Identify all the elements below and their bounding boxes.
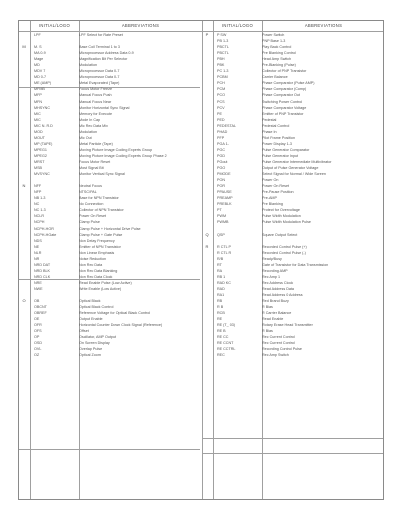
abbreviation: MDV 7 — [34, 69, 46, 74]
abbreviation-meaning: Gate of Transistor for Data Transmission — [262, 262, 329, 267]
abbreviation-meaning: LPF Select for Rate Preset — [79, 33, 123, 37]
abbreviation: PED — [217, 117, 225, 122]
abbreviation-meaning: Metal Evaporated (Tape) — [79, 81, 120, 86]
abbreviation: PWM — [217, 214, 227, 219]
abbreviation-meaning: R Bias — [262, 329, 273, 334]
abbreviation: PPAUSE — [217, 190, 232, 195]
abbreviation-meaning: Power Display 1-3 — [262, 141, 292, 146]
abbreviation-meaning: Power Switch — [262, 33, 285, 37]
abbreviation-meaning: Recording Control Pulse — [262, 347, 302, 352]
abbreviation: PGA 1- — [217, 141, 229, 146]
abbreviation: NRE — [34, 280, 42, 285]
abbreviation-meaning: Clamp Pulse + Gate Pulse — [79, 232, 123, 237]
abbreviation: PEDESTAL — [217, 123, 236, 128]
abbreviation: PC 1-3 — [217, 69, 229, 74]
abbreviation: NC 1-3 — [34, 208, 46, 213]
section-letter: R — [205, 243, 209, 249]
abbreviation-meaning: Phase Comparator Out — [262, 93, 300, 98]
section-letter: O — [22, 298, 26, 304]
abbreviation-meaning: Manual Focus Push — [79, 93, 112, 98]
abbreviation: OBCNT — [34, 305, 47, 310]
section-letter: M — [22, 44, 26, 50]
abbreviation: OFR — [34, 323, 42, 328]
abbreviation-meaning: Collector of NPN Transistor — [79, 208, 124, 213]
abbreviation-meaning: PNP Base 1-3 — [262, 39, 286, 44]
abbreviation-meaning: Pulse Width Modulation — [262, 214, 301, 219]
abbreviation-meaning: R Carrier Balance — [262, 311, 292, 316]
abbreviation: PCH — [217, 81, 225, 86]
abbreviation: OFS — [34, 329, 42, 334]
section-letter: P — [205, 32, 209, 37]
abbreviation-meaning: Play Back Control — [262, 45, 292, 50]
abbreviation: MA 0-9 — [34, 51, 46, 56]
abbreviation-meaning: Clamp Pulse — [79, 220, 100, 225]
abbreviation: NLR — [34, 250, 42, 255]
abbreviation-meaning: Read Enable Pulse (Low Active) — [79, 280, 132, 285]
abbreviation-meaning: Reference Voltage for Optical Black Control — [79, 311, 151, 316]
abbreviation: PBH — [217, 57, 225, 62]
abbreviation-meaning: Read Address 0 Address — [262, 293, 303, 298]
abbreviation-meaning: Microprocessor Address Data 0-9 — [79, 51, 134, 56]
section-divider-o — [19, 449, 200, 450]
abbreviation: OZ — [34, 353, 40, 358]
abbreviation-meaning: Rec Address Clock — [262, 280, 294, 285]
abbreviation: Mage — [34, 57, 44, 62]
abbreviation-meaning: Base Coil Terminal 1 to 3 — [79, 45, 120, 50]
abbreviation: PWMB — [217, 220, 229, 225]
abbreviation: MFN — [34, 99, 42, 104]
abbreviation: R CTL R — [217, 250, 232, 255]
abbreviation: NRD CLK — [34, 274, 51, 279]
abbreviation: R B — [217, 305, 224, 310]
abbreviation: OBREF — [34, 311, 47, 316]
abbreviation: OB — [34, 299, 40, 304]
abbreviation-meaning: Magnification Bit Per Selector — [79, 57, 128, 62]
abbreviation: PCV — [217, 105, 225, 110]
abbreviation-meaning: Modulation — [79, 63, 98, 68]
abbreviation-meaning: Mic Out — [79, 135, 92, 140]
abbreviation-meaning: Protect for Overvoltage — [262, 208, 300, 213]
abbreviations-table — [18, 20, 384, 500]
abbreviation-meaning: Phase Comparator Voltage — [262, 105, 307, 110]
abbreviation: PHAD — [217, 129, 228, 134]
abbreviation-meaning: Focus Motor Reset — [79, 159, 111, 164]
abbreviation-meaning: Horizontal Counter Down Clock Signal (Reference) — [79, 323, 163, 328]
right-column — [202, 32, 385, 359]
abbreviation: RB 1 — [217, 274, 226, 279]
abbreviation-meaning: Rotary Erase Head Transmitter — [262, 323, 313, 328]
abbreviation-meaning: Base for NPN Transistor — [79, 196, 119, 201]
abbreviation-meaning: Moving Picture Image Coding Experts Group Phase 2 — [79, 153, 167, 158]
abbreviation: NRD BLK — [34, 268, 50, 273]
abbreviation: QSP — [217, 232, 225, 237]
abbreviation: PBCTL — [217, 51, 229, 56]
abbreviation: RB — [217, 299, 223, 304]
abbreviation: REC — [217, 353, 225, 358]
abbreviation-meaning: Optical Black Control — [79, 305, 114, 310]
abbreviation: MSB — [34, 166, 42, 171]
abbreviation-meaning: Recorded Control Pulse (-) — [262, 250, 306, 255]
abbreviation-meaning: Microprocessor Data 0-7 — [79, 69, 120, 74]
abbreviation: NR — [34, 256, 40, 261]
abbreviation-meaning: Rec Amp 1 — [262, 274, 281, 279]
abbreviation: RE CCTRL — [217, 347, 236, 352]
abbreviation: MIC — [34, 117, 41, 122]
header-right-abbr: INITIAL/LOGO — [221, 23, 254, 28]
abbreviation: ME (AMP) — [34, 81, 52, 86]
abbreviation-meaning: Non Rec Data Blanking — [79, 268, 118, 273]
abbreviation: NFF — [34, 184, 42, 189]
abbreviation-meaning: R Bias — [262, 305, 273, 310]
abbreviation: P SW — [217, 33, 227, 37]
abbreviation-meaning: Pre-Blanking (Pulse) — [262, 63, 296, 68]
abbreviation-meaning: Collector of PNP Transistor — [262, 69, 307, 74]
abbreviation: PT — [217, 208, 222, 213]
abbreviation: POR — [217, 184, 225, 189]
section-letter: N — [22, 183, 26, 189]
section-letter: Q — [205, 231, 209, 237]
header-right-meaning: ABBREVIATIONS — [304, 23, 343, 28]
abbreviation-meaning: Non Delay Frequency — [79, 238, 115, 243]
abbreviation: RE CCNT — [217, 341, 234, 346]
abbreviation-meaning: Emitter of NPN Transistor — [79, 244, 121, 249]
abbreviation: PGD — [217, 153, 225, 158]
abbreviation-meaning: Recorded Control Pulse (+) — [262, 244, 307, 249]
abbreviation-meaning: Monitor Vertical Sync Signal — [79, 172, 125, 177]
section-divider-r — [202, 453, 383, 454]
abbreviation-meaning: Pilot Frame Position — [262, 135, 295, 140]
abbreviation-meaning: Metal Particle (Tape) — [79, 141, 113, 146]
section-divider-q — [202, 438, 383, 439]
abbreviation-meaning: Pedestal Control — [262, 123, 290, 128]
abbreviation: NC — [34, 202, 40, 207]
abbreviation-meaning: Offset — [79, 329, 89, 334]
abbreviation-meaning: Switching Power Control — [262, 99, 303, 104]
abbreviation-meaning: Non Linear Emphasis — [79, 250, 115, 255]
abbreviation-meaning: Overlap Pulse — [79, 347, 103, 352]
abbreviation: NCPH-HGate — [34, 232, 57, 237]
abbreviation-meaning: Monitor Horizontal Sync Signal — [79, 105, 130, 110]
abbreviation: PCO — [217, 93, 225, 98]
abbreviation-meaning: Non Rec Data Clock — [79, 274, 113, 279]
abbreviation-meaning: Rec Amp Switch — [262, 353, 289, 358]
left-column — [19, 32, 202, 359]
abbreviation-meaning: Write Enable (Low Active) — [79, 286, 122, 291]
abbreviation: MPEG1 — [34, 147, 47, 152]
abbreviation: MIC N. R.D — [34, 123, 53, 128]
abbreviation: RAD KC — [217, 280, 231, 285]
abbreviation-meaning: Non Rec Data — [79, 262, 103, 267]
abbreviation-meaning: No Connection — [79, 202, 104, 207]
abbreviation: MVSYNC — [34, 172, 50, 177]
abbreviation: NE — [34, 244, 40, 249]
abbreviation: R CTL P — [217, 244, 232, 249]
abbreviation: PGC — [217, 147, 225, 152]
abbreviation: PCM — [217, 87, 226, 92]
abbreviation-meaning: Memory for Execute — [79, 111, 112, 116]
abbreviation: MD 0-7 — [34, 75, 47, 80]
abbreviation-meaning: Pre Blanking Control — [262, 51, 296, 56]
abbreviation: MIC — [34, 111, 41, 116]
abbreviation-meaning: Pulse Width Modulation Pulse — [262, 220, 311, 225]
abbreviation: OE — [34, 317, 40, 322]
abbreviation: RT — [217, 262, 222, 267]
abbreviation-meaning: Optical Black — [79, 299, 101, 304]
abbreviation-meaning: Select Signal for Normal / Wide Screen — [262, 172, 326, 177]
abbreviation: MFMB — [34, 87, 45, 92]
abbreviation: MD — [34, 63, 40, 68]
abbreviation-meaning: Read Address Data — [262, 286, 294, 291]
abbreviation-meaning: Pulse Generator Input — [262, 153, 299, 158]
abbreviation: PE — [217, 111, 222, 116]
abbreviation: MOD — [34, 129, 43, 134]
abbreviation-meaning: Manual Focus Near — [79, 99, 112, 104]
abbreviation: RE (T_ 03) — [217, 323, 236, 328]
abbreviation: NCPH — [34, 220, 45, 225]
abbreviation: R/B — [217, 256, 224, 261]
abbreviation: RA — [217, 268, 223, 273]
abbreviation: NB 1-3 — [34, 196, 46, 201]
abbreviation: OP — [34, 335, 40, 340]
abbreviation: MFP — [34, 93, 42, 98]
abbreviation: PMODE — [217, 172, 231, 177]
abbreviation-meaning: Clamp Pulse + Horizontal Drive Pulse — [79, 226, 141, 231]
abbreviation-meaning: Pulse Generator Intermediate Multivibrator — [262, 159, 332, 164]
abbreviation: PGO — [217, 166, 226, 171]
table-row — [19, 352, 202, 358]
abbreviation-meaning: Head Amp Switch — [262, 57, 292, 62]
abbreviation: RE CC — [217, 335, 229, 340]
abbreviation-meaning: Square Output Select — [262, 232, 298, 237]
abbreviation: NCPH-HOR — [34, 226, 54, 231]
abbreviation: NCLR — [34, 214, 45, 219]
abbreviation: LPF — [34, 33, 41, 37]
abbreviation: OVL — [34, 347, 42, 352]
abbreviation: NWE — [34, 286, 43, 291]
abbreviation: OSD — [34, 341, 42, 346]
abbreviation: PBK — [217, 63, 225, 68]
abbreviation-meaning: Pulse Generator Comparator — [262, 147, 310, 152]
abbreviation-meaning: Pedestal — [262, 117, 277, 122]
abbreviation: RA1 — [217, 293, 225, 298]
abbreviation-meaning: Optical Zoom — [79, 353, 101, 358]
abbreviation-meaning: Carrier Balance — [262, 75, 288, 80]
abbreviation-meaning: Modulation — [79, 129, 98, 134]
abbreviation-meaning: NTSC/PAL — [79, 190, 97, 195]
abbreviation-meaning: Power On — [262, 178, 279, 183]
abbreviation: PBCTL — [217, 45, 229, 50]
abbreviation-meaning: Output Enable — [79, 317, 103, 322]
abbreviation-meaning: Phase In — [262, 129, 277, 134]
abbreviation: PREBLK — [217, 202, 232, 207]
abbreviation-meaning: Most Signal Bit — [79, 166, 104, 171]
abbreviation-meaning: Mic Rec Data Mix — [79, 123, 108, 128]
abbreviation: RE — [217, 317, 223, 322]
abbreviation-meaning: Phase Comparator (Pulse AMP) — [262, 81, 315, 86]
abbreviation: RE B — [217, 329, 226, 334]
abbreviation-meaning: Pre-AMP — [262, 196, 277, 201]
abbreviation: RAD — [217, 286, 225, 291]
abbreviation: PREAMP — [217, 196, 233, 201]
abbreviation-meaning: Power On Reset — [79, 214, 107, 219]
table-row — [202, 352, 385, 358]
abbreviation-meaning: Output of Pulse Generator Voltage — [262, 166, 319, 171]
abbreviation: PFP — [217, 135, 225, 140]
abbreviation: PCS — [217, 99, 225, 104]
header-left-abbr: INITIAL/LOGO — [38, 23, 71, 28]
abbreviation: NRD DAT — [34, 262, 51, 267]
abbreviation: NDS — [34, 238, 42, 243]
abbreviation: PB 1-3 — [217, 39, 229, 44]
abbreviation-meaning: Neutral Focus — [79, 184, 102, 189]
abbreviation-meaning: Microprocessor Data 0-7 — [79, 75, 120, 80]
abbreviation: MPEG2 — [34, 153, 47, 158]
abbreviation-meaning: Red Brand Buzy — [262, 299, 289, 304]
abbreviation-meaning: Phase Comparator (Comp) — [262, 87, 307, 92]
abbreviation-meaning: Mode In Cap — [79, 117, 101, 122]
abbreviation: PON — [217, 178, 225, 183]
abbreviation: MOUT — [34, 135, 45, 140]
abbreviation-meaning: Focus Motor Freeze — [79, 87, 112, 92]
abbreviation: PGout — [217, 159, 228, 164]
abbreviation-meaning: Moving Picture Image Coding Experts Group — [79, 147, 153, 152]
abbreviation-meaning: Emitter of PNP Transistor — [262, 111, 304, 116]
abbreviation: PCBM — [217, 75, 228, 80]
abbreviation-meaning: Rec Current Control — [262, 341, 295, 346]
abbreviation-meaning: Ready/Busy — [262, 256, 282, 261]
abbreviation: RCB — [217, 311, 225, 316]
abbreviation-meaning: Pre-Pause Position — [262, 190, 294, 195]
abbreviation: M. S — [34, 45, 42, 50]
abbreviation-meaning: Pre Blanking — [262, 202, 283, 207]
abbreviation-meaning: Recording AMP — [262, 268, 288, 273]
abbreviation-meaning: Oscillator, AMP Output — [79, 335, 117, 340]
abbreviation-meaning: Rec Current Control — [262, 335, 295, 340]
abbreviation: MP (TAPE) — [34, 141, 53, 146]
abbreviation: NFP — [34, 190, 42, 195]
abbreviation: MHSYNC — [34, 105, 50, 110]
abbreviation-meaning: On Screen Display — [79, 341, 110, 346]
abbreviation-meaning: Power On Reset — [262, 184, 290, 189]
abbreviation-meaning: Noise Reduction — [79, 256, 107, 261]
header-left-meaning: ABBREVIATIONS — [121, 23, 160, 28]
abbreviation: MRST — [34, 159, 45, 164]
abbreviation-meaning: Read Enable — [262, 317, 284, 322]
